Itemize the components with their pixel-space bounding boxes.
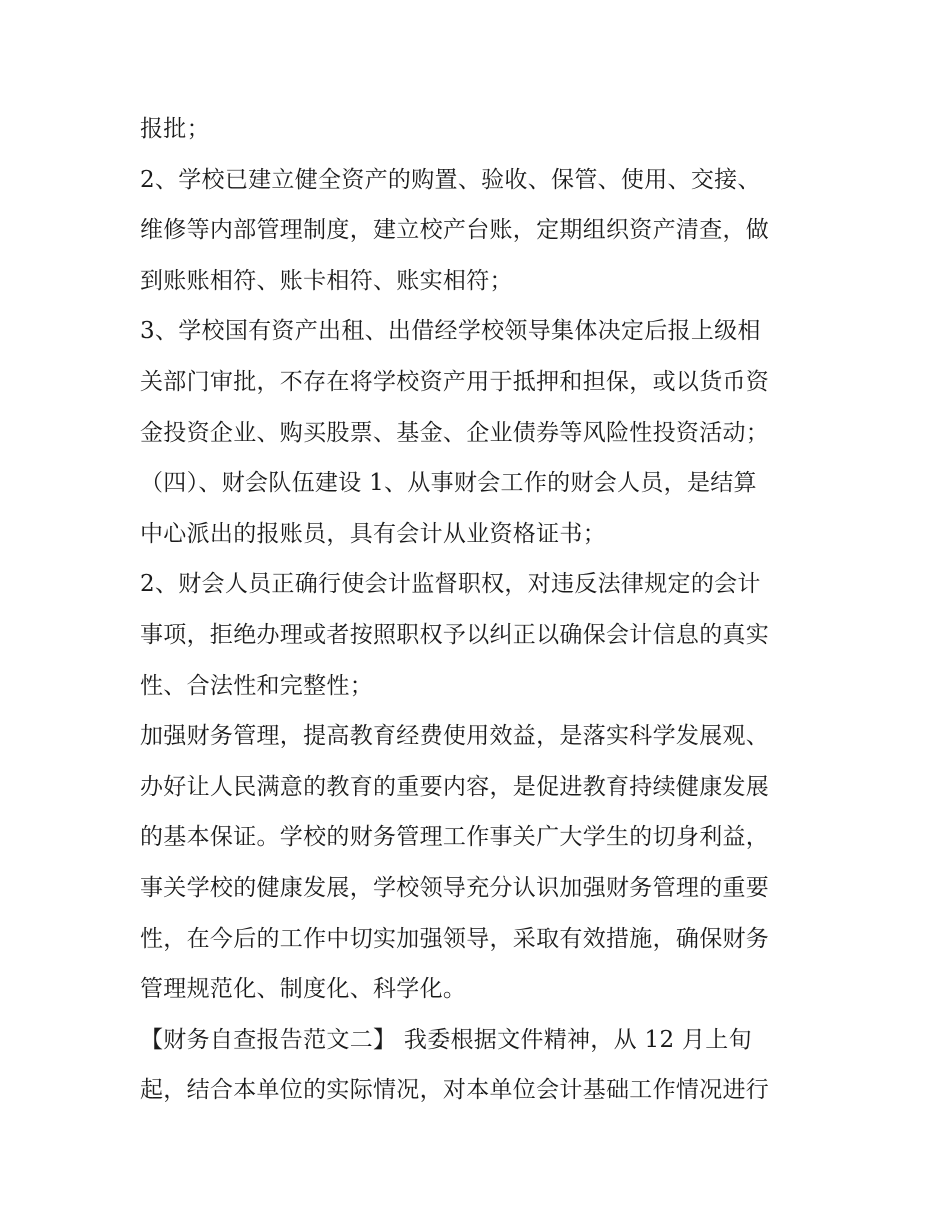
text-line: 性、合法性和完整性； [140, 672, 373, 699]
text-line: 维修等内部管理制度，建立校产台账，定期组织资产清查，做 [140, 217, 770, 244]
text-line: 【财务自查报告范文二】 我委根据文件精神，从 12 月上旬 [140, 1026, 752, 1053]
text-line: 办好让人民满意的教育的重要内容，是促进教育持续健康发展 [140, 773, 770, 800]
text-line: 性，在今后的工作中切实加强领导，采取有效措施，确保财务 [140, 925, 770, 952]
text-line: 起，结合本单位的实际情况，对本单位会计基础工作情况进行 [140, 1077, 770, 1104]
text-line: 到账账相符、账卡相符、账实相符； [140, 267, 513, 294]
text-line: 中心派出的报账员，具有会计从业资格证书； [140, 520, 606, 547]
text-line: 2、学校已建立健全资产的购置、验收、保管、使用、交接、 [140, 166, 761, 193]
text-line: 的基本保证。学校的财务管理工作事关广大学生的切身利益， [140, 824, 770, 851]
document-body [140, 104, 820, 1116]
text-line: 报批； [140, 116, 210, 142]
text-line: 3、学校国有资产出租、出借经学校领导集体决定后报上级相 [140, 318, 761, 345]
text-line: 加强财务管理，提高教育经费使用效益，是落实科学发展观、 [140, 723, 770, 750]
text-line: 事项，拒绝办理或者按照职权予以纠正以确保会计信息的真实 [140, 621, 770, 648]
text-line: 事关学校的健康发展，学校领导充分认识加强财务管理的重要 [140, 874, 770, 901]
text-line: （四）、财会队伍建设 1、从事财会工作的财会人员，是结算 [140, 470, 757, 497]
text-line: 2、财会人员正确行使会计监督职权，对违反法律规定的会计 [140, 571, 761, 598]
text-line: 管理规范化、制度化、科学化。 [140, 976, 467, 1003]
text-line: 关部门审批，不存在将学校资产用于抵押和担保，或以货币资 [140, 368, 770, 395]
text-line: 金投资企业、购买股票、基金、企业债券等风险性投资活动； [140, 419, 770, 446]
